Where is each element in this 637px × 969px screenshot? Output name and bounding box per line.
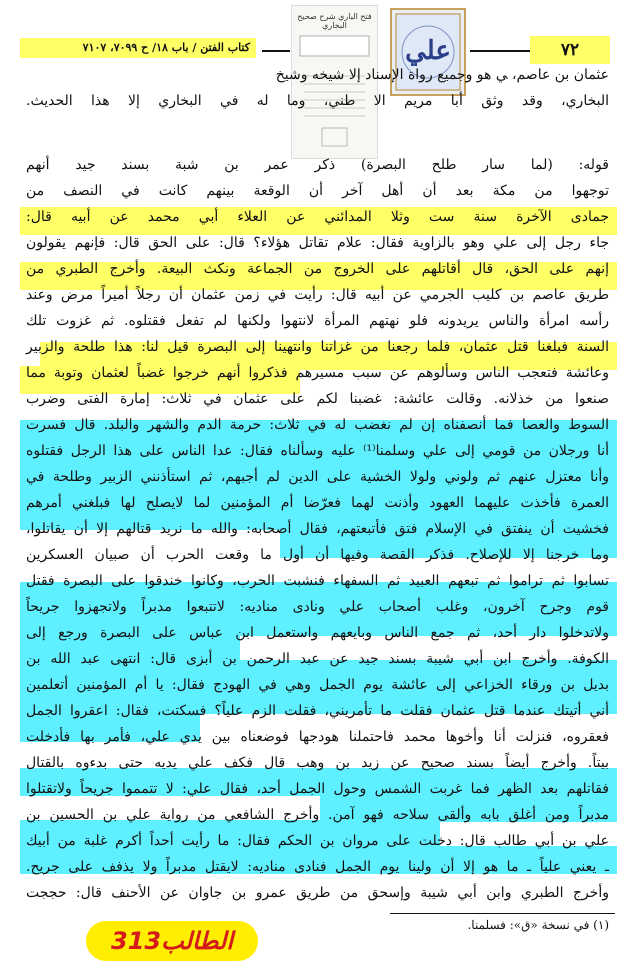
text-line: بديل بن ورقاء الخزاعي إلى عائشة يوم الجمل وهي في الهودج فقال: يا أم المؤمنين أتعلمين [26,677,609,693]
footnote-rule [390,913,615,914]
text-line: وأنا معتزل عنهم ثم ولوني ولولا الخشية على الدين لم أجبهم، ثم استأذنني الزبير وطلحة في [26,469,609,485]
footnote: (١) في نسخة «ق»: فسلمنا. [467,918,609,932]
text-line: البخاري، وقد وثق أبا مريم الا طني، وما له في البخاري إلا هذا الحديث. [26,93,609,109]
text-line [26,115,609,141]
text-line: تسابوا ثم تراموا ثم تبعهم العبيد ثم السفهاء فنشبت الحرب، وكانوا خندقوا على البصرة فقتل [26,573,609,589]
text-line: إنهم على الحق، قال أقاتلهم على الخروج من الجماعة ونكث البيعة. وأخرج الطبري من [26,261,609,277]
text-line: جاء رجل إلى علي وهو بالزاوية فقال: علام تقاتل هؤلاء؟ قال: على الحق قال: فإنهم يقولون [26,235,609,251]
text-line: رأسه امرأة والناس يريدونه فلو نهتهم المرأة لانتهوا ولكنها لم تفعل فقتلوه. ثم غزوت تلك [26,313,609,329]
text-line: أنا ورجلان من قومي إلى علي وسلمنا⁽¹⁾ عليه وسألناه فقال: عدا الناس على هذا الرجل فقتلوه [26,443,609,459]
text-line: العمرة فأخذت عليهما العهود وأذنت لهما فعرّضا أم المؤمنين لما لايصلح لها فبلغني أمرهم [26,495,609,511]
text-line: ولاتدخلوا دار أحد، ثم جمع الناس وبايعهم واستعمل ابن عباس على البصرة ورجع إلى [26,625,609,641]
text-line: طريق عاصم بن كليب الجرمي عن أبيه قال: رأيت في زمن عثمان أن رجلاً أميراً مرض وعند [26,287,609,303]
text-line: جمادى الآخرة سنة ست وثلا المدائني عن العلاء أبي محمد عن أبيه قال: [26,209,609,225]
text-line: وما خرجنا إلا للإصلاح. فذكر القصة وفيها أن أول ما وقعت الحرب أن صبيان العسكرين [26,547,609,563]
text-line: صنعوا من خذلانه. وقالت عائشة: غضبنا لكم على عثمان في ثلاث: إمارة الفتى وضرب [26,391,609,407]
text-line: فقاتلهم بعد الظهر فما غربت الشمس وحول الجمل أحد، فقال علي: لا تتمموا جريحاً ولاتقتلوا [26,781,609,797]
stamp-text: علي [405,36,451,66]
text-line: ـ يعني علياً ـ ما هو إلا أن ولينا يوم الجمل فنادى مناديه: لايقتل مدبراً ولا يذفف على جريح. [26,859,609,875]
text-line: فخشيت أن ينفتق في الإسلام فتق فأتبعتهم، فقال أصحابه: والله ما نريد قتالهم إلا أن يقاتلوا، [26,521,609,537]
text-line: السنة فبلغنا قتل عثمان، فلما رجعنا من غزاتنا وانتهينا إلى البصرة قيل لنا: هذا طلحة والزبير [26,339,609,355]
text-line: السوط والعصا فما أنصفناه إن لم نغضب له في ثلاث: حرمة الدم والشهر والبلد. قال فسرت [26,417,609,433]
text-line: توجهوا من مكة بعد أن أهل آخر أن الوقعة بينهم كانت في النصف من [26,183,609,199]
watermark-badge: الطالب313 [86,921,258,961]
text-line: قوم وجرح آخرون، وغلب أصحاب علي ونادى مناديه: لاتتبعوا مدبراً ولاتجهزوا جريحاً [26,599,609,615]
header-rule [470,50,530,52]
text-line: وأخرج الطبري وابن أبي شيبة وإسحق من طريق عمرو بن جاوان عن الأحنف قال: حججت [26,885,609,901]
text-line: مدبراً ومن أغلق بابه وألقى سلاحه فهو آمن. وأخرج الشافعي من رواية علي بن الحسين بن [26,807,609,823]
text-line: فعقروه، فنزلت أنا وأخوها محمد فاحتملنا هودجها فوضعناه بين يدي علي، فأمر بها فأدخلت [26,729,609,745]
text-line: أني أتيتك عندما قتل عثمان فقلت ما تأمريني، فقلت الزم علياً؟ فسكتت، فقال: اعقروا الجمل [26,703,609,719]
text-line: بيتاً. وأخرج أيضاً بسند صحيح عن زيد بن وهب قال فكف علي يديه حتى بدءوه بالقتال [26,755,609,771]
text-line: وعائشة فتعجب الناس وسألوهم عن سبب مسيرهم فذكروا أنهم خرجوا غضباً لعثمان وتوبة مما [26,365,609,381]
text-line: قوله: (لما سار طلح البصرة) ذكر عمر بن شبة بسند جيد أنهم [26,157,609,173]
text-line: الكوفة. وأخرج ابن أبي شيبة بسند جيد عن عبد الرحمن بن أبزى قال: انتهى عبد الله بن [26,651,609,667]
page-number: ٧٢ [530,36,610,64]
text-line: علي بن أبي طالب قال: دخلت على مروان بن الحكم فقال: ما رأيت أحداً أكرم غلبة من أبيك [26,833,609,849]
chapter-reference: كتاب الفتن / باب ١٨/ ح ٧٠٩٩، ٧١٠٧ [20,38,256,58]
text-line: عثمان بن عاصم، ﻲ هو وجميع رواة الإسناد إلا شيخه وشيخ [275,67,609,83]
header-rule [262,50,290,52]
cover-title: فتح الباري شرح صحيح البخاري [297,12,372,30]
